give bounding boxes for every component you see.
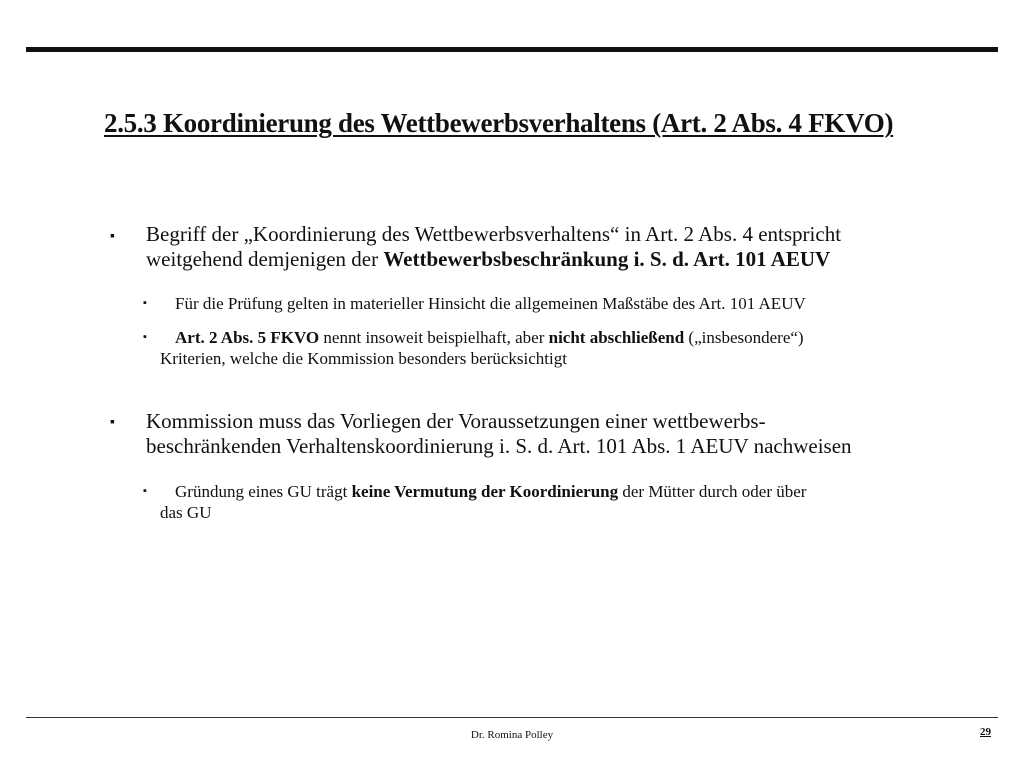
bullet-1-line2 — [146, 247, 946, 272]
bullet-1-line2-pre: weitgehend demjenigen der — [146, 247, 384, 271]
page-number: 29 — [980, 726, 991, 738]
sub-bullet-2-1-text — [160, 481, 945, 523]
footer-divider — [26, 717, 998, 718]
sub-bullet-1-2-bold2: nicht abschließend — [548, 328, 685, 347]
sub-bullet-1-2-end: („insbesondere“) — [684, 328, 804, 347]
sub-bullet-marker: ▪ — [143, 485, 147, 497]
sub-bullet-2-1-bold: keine Vermutung der Koordinierung — [351, 482, 619, 501]
sub-bullet-1-2-bold1: Art. 2 Abs. 5 FKVO — [175, 328, 320, 347]
bullet-marker: ▪ — [110, 415, 115, 430]
bullet-2-text — [146, 409, 946, 459]
bullet-1-line1: Begriff der „Koordinierung des Wettbewerbsverhaltens“ in Art. 2 Abs. 4 entspricht — [146, 222, 842, 246]
sub-bullet-1-2-line1 — [175, 327, 945, 348]
sub-bullet-1-2-text — [160, 327, 945, 369]
bullet-2-line1: Kommission muss das Vorliegen der Voraussetzungen einer wettbewerbs- — [146, 409, 766, 433]
sub-bullet-marker: ▪ — [143, 331, 147, 343]
sub-bullet-2-1-pre: Gründung eines GU trägt — [175, 482, 352, 501]
sub-bullet-2-1-post: der Mütter durch oder über — [618, 482, 807, 501]
bullet-1-text — [146, 222, 946, 272]
bullet-marker: ▪ — [110, 229, 115, 244]
sub-bullet-2-1-line2: das GU — [160, 503, 212, 522]
sub-bullet-1-2-line2: Kriterien, welche die Kommission besonders berücksichtigt — [160, 349, 567, 368]
sub-bullet-1-1-text: Für die Prüfung gelten in materieller Hinsicht die allgemeinen Maßstäbe des Art. 101 AEUV — [175, 294, 806, 313]
bullet-1-line2-bold: Wettbewerbsbeschränkung i. S. d. Art. 101 AEUV — [383, 247, 831, 271]
top-divider — [26, 47, 998, 52]
sub-bullet-marker: ▪ — [143, 297, 147, 309]
slide-title: 2.5.3 Koordinierung des Wettbewerbsverhaltens (Art. 2 Abs. 4 FKVO) — [104, 108, 894, 138]
sub-bullet-1-2-mid: nennt insoweit beispielhaft, aber — [319, 328, 549, 347]
bullet-2-line2: beschränkenden Verhaltenskoordinierung i. S. d. Art. 101 Abs. 1 AEUV nachweisen — [146, 434, 852, 458]
footer-author: Dr. Romina Polley — [470, 729, 554, 741]
sub-bullet-2-1-line1 — [175, 481, 945, 502]
